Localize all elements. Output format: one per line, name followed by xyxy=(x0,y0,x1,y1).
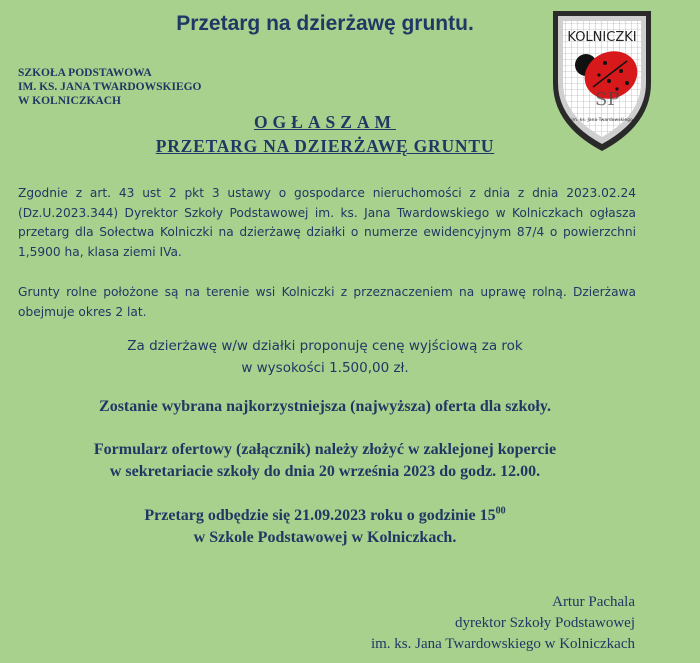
announcement-line2: PRZETARG NA DZIERŻAWĘ GRUNTU xyxy=(155,136,495,156)
land-description-paragraph: Grunty rolne położone są na terenie wsi Kolniczki z przeznaczeniem na uprawę rolną. Dzierżawa obejmuje okres 2 lat. xyxy=(18,285,636,319)
logo-monogram: SP xyxy=(595,89,620,110)
tender-date-block xyxy=(0,505,650,549)
signature-school: im. ks. Jana Twardowskiego w Kolniczkach xyxy=(370,636,635,652)
starting-price-block xyxy=(0,335,650,379)
announcement-heading xyxy=(100,110,550,158)
school-location-line: W KOLNICZKACH xyxy=(18,95,121,107)
offer-submission-block xyxy=(0,439,650,483)
announcement-line1: OGŁASZAM xyxy=(253,112,397,132)
school-logo xyxy=(547,5,657,155)
price-line2: w wysokości 1.500,00 zł. xyxy=(241,360,409,376)
tender-time-text: Przetarg odbędzie się 21.09.2023 roku o godzinie 15 xyxy=(144,507,496,524)
school-name-block xyxy=(18,66,202,108)
signature-role: dyrektor Szkoły Podstawowej xyxy=(455,615,635,631)
tender-minutes: 00 xyxy=(495,505,506,517)
tender-line2: w Szkole Podstawowej w Kolniczkach. xyxy=(193,529,457,546)
best-offer-note: Zostanie wybrana najkorzystniejsza (najwyższa) oferta dla szkoły. xyxy=(99,398,551,415)
tender-line1 xyxy=(0,505,650,527)
school-patron-line: IM. KS. JANA TWARDOWSKIEGO xyxy=(18,81,202,93)
price-line1: Za dzierżawę w/w działki proponuję cenę wyjściową za rok xyxy=(127,338,523,354)
logo-caption: im. ks. Jana Twardowskiego xyxy=(571,118,633,123)
page-title: Przetarg na dzierżawę gruntu. xyxy=(176,12,474,35)
signature-name: Artur Pachala xyxy=(552,594,635,610)
form-line2: w sekretariacie szkoły do dnia 20 września 2023 do godz. 12.00. xyxy=(109,463,541,480)
school-name-line: SZKOŁA PODSTAWOWA xyxy=(18,67,152,79)
form-line1: Formularz ofertowy (załącznik) należy złożyć w zaklejonej kopercie xyxy=(93,441,557,458)
legal-basis-paragraph: Zgodnie z art. 43 ust 2 pkt 3 ustawy o gospodarce nieruchomości z dnia z dnia 2023.02.24 (Dz.U.2023.344) Dyrektor Szkoły Podstawowej im. ks. Jana Twardowskiego w Kolniczkach ogłasza przetarg dla Sołectwa Kolniczki na dzierżawę działki o numerze ewidencyjnym 87/4 o powierzchni 1,5900 ha, klasa ziemi IVa. xyxy=(18,186,636,259)
logo-text: KOLNICZKI xyxy=(567,30,637,45)
signature-block xyxy=(371,592,635,655)
